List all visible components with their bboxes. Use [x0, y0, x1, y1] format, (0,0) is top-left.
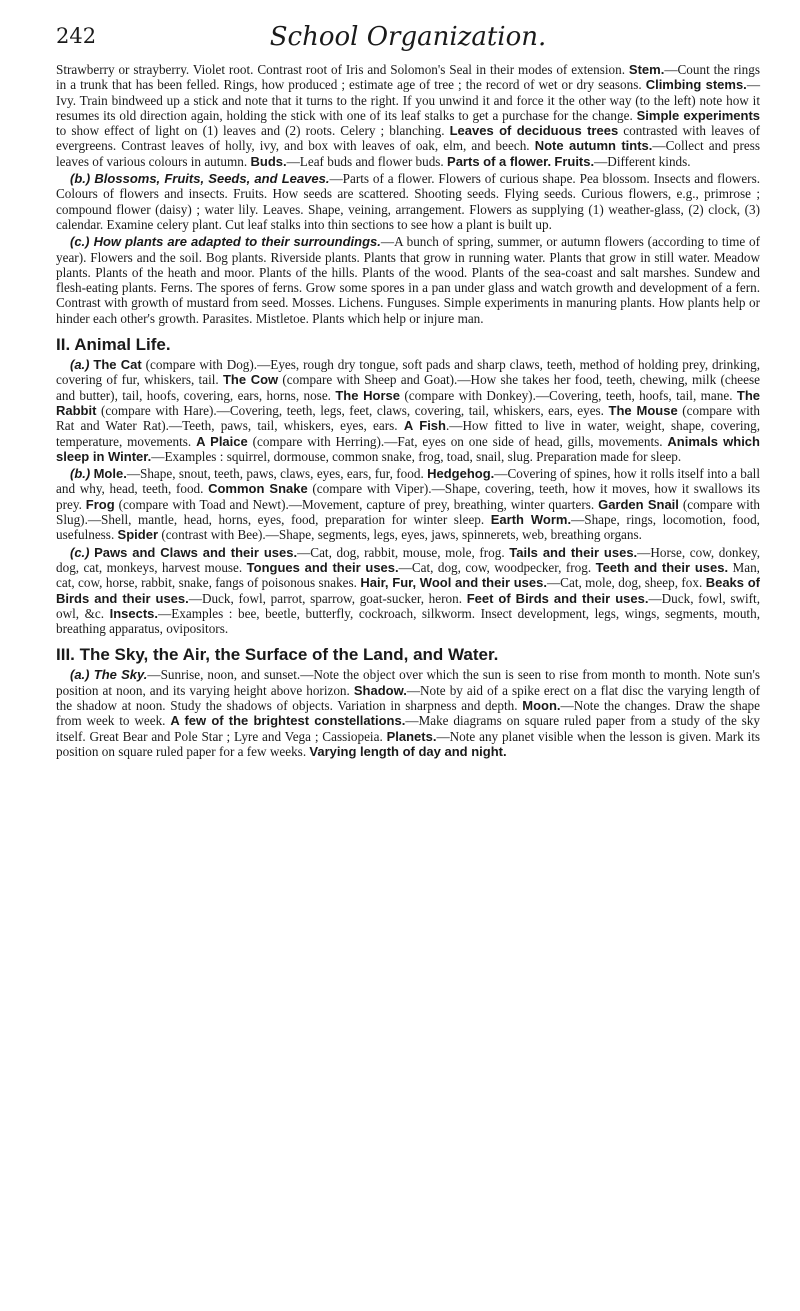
body-text: (compare with Dog).—Eyes, rough dry tongue, soft pads and sharp claws, teeth, method of holding prey, drinking, covering of fur, whiskers, tail. — [56, 357, 761, 388]
bold-term: Common Snake — [208, 481, 308, 497]
body-text: —Sunrise, noon, and sunset.—Note the object over which the sun is seen to rise from month to month. Note sun's position at noon, and its varying height above horizon. — [56, 667, 760, 698]
paragraph-plant-surroundings — [56, 234, 760, 326]
body-text: —Note the changes. Draw the shape from week to week. — [56, 697, 760, 729]
section-heading-animal-life: II. Animal Life. — [56, 335, 171, 355]
bold-term: A few of the brightest constellations. — [170, 713, 406, 729]
body-text: —Make diagrams on square ruled paper from a study of the sky itself. Great Bear and Pole Star ; Lyre and Vega ; Cassiopeia. — [56, 713, 760, 744]
body-text: (compare with Toad and Newt).—Movement, capture of prey, breathing, winter quarters. — [114, 496, 599, 512]
bold-term: Hedgehog. — [427, 466, 495, 482]
bold-term: The Rabbit — [56, 387, 761, 418]
body-text: —Leaf buds and flower buds. — [286, 153, 448, 169]
bold-term: Feet of Birds and their uses. — [466, 590, 649, 606]
subsection-label: (a.) The Sky. — [70, 667, 148, 683]
body-text: —Note any planet visible when the lesson is given. Mark its position on square ruled paper for a few weeks. — [56, 728, 760, 759]
bold-term: Planets. — [386, 728, 437, 744]
body-text: —Collect and press leaves of various colours in autumn. — [56, 138, 761, 169]
body-text: —Ivy. Train bindweed up a stick and note that it turns to the right. If you unwind it and force it the other way (to the left) note how it resumes its old direction again, holding the stick with one of its leaf stalks to get a purchase for the change. — [56, 77, 760, 123]
body-text: —A bunch of spring, summer, or autumn flowers (according to time of year). Flowers and the soil. Bog plants. Riverside plants. Plants that grow in running water. Plants that grow in still water. Meadow plants. Plants of the heath and moor. Plants of the hills. Plants of the wood. Plants of the sea-coast and salt marshes. Sundew and flesh-eating plants. Ferns. The spores of ferns. Grow some spores in a pan under glass and watch growth and development of a fern. Contrast with growth of mustard from seed. Mosses. Lichens. Funguses. Simple experiments in manuring plants. How plants help or hinder each other's growth. Parasites. Mistletoe. Plants which help or injure man. — [56, 234, 760, 326]
body-text: to show effect of light on (1) leaves and (2) roots. Celery ; blanching. — [56, 123, 450, 139]
bold-term: Varying length of day and night. — [309, 743, 507, 759]
body-text: (compare with Herring).—Fat, eyes on one side of head, gills, movements. — [247, 433, 668, 449]
body-text: —Parts of a flower. Flowers of curious shape. Pea blossom. Insects and flowers. Colours of flowers and insects. Fruits. How seeds are scattered. Shooting seeds. Flying seeds. Curious flowers, e.g., primrose ; compound flower (daisy) ; water lily. Leaves. Shape, veining, arrangement. Flowers as supplying (1) weather-glass, (2) clock, (3) calendar. Examine celery plant. Cut leaf stalks into thin sections to see how a plant is built up. — [56, 171, 760, 232]
bold-term: Tongues and their uses. — [246, 559, 399, 575]
section-heading-sky-air-land-water: III. The Sky, the Air, the Surface of the Land, and Water. — [56, 645, 499, 665]
bold-term: Garden Snail — [598, 496, 679, 512]
bold-term: Frog — [85, 496, 115, 512]
bold-term: Spider — [117, 527, 159, 543]
subsection-label: (b.) Blossoms, Fruits, Seeds, and Leaves. — [70, 171, 330, 187]
bold-term: Note autumn tints. — [534, 138, 653, 154]
bold-term: Beaks of Birds and their uses. — [56, 575, 760, 606]
body-text: Strawberry or strayberry. Violet root. Contrast root of Iris and Solomon's Seal in their modes of extension. — [56, 62, 629, 77]
bold-term: Paws and Claws and their uses. — [94, 544, 298, 560]
paragraph-animals-a — [56, 357, 760, 464]
body-text: —Duck, fowl, parrot, sparrow, goat-sucker, heron. — [188, 590, 467, 606]
bold-term: Mole. — [93, 466, 127, 482]
body-text: —Different kinds. — [594, 153, 691, 169]
paragraph-the-sky — [56, 667, 760, 759]
body-text: —Cat, dog, cow, woodpecker, frog. — [398, 559, 596, 575]
body-text: (compare with Rat and Water Rat).—Teeth, paws, tail, whiskers, eyes, ears. — [56, 402, 761, 434]
subsection-label: (a.) — [70, 357, 90, 373]
bold-term: Insects. — [109, 605, 159, 621]
paragraph-blossoms-fruits — [56, 171, 760, 232]
running-title: School Organization. — [269, 22, 547, 52]
body-text: (compare with Slug).—Shell, mantle, head, horns, eyes, food, preparation for winter sleep. — [56, 496, 760, 528]
bold-term: The Horse — [335, 387, 401, 403]
body-text: —Duck, fowl, swift, owl, &c. — [56, 590, 760, 621]
bold-term: The Cow — [222, 372, 279, 388]
page-number: 242 — [56, 24, 97, 48]
body-text: (contrast with Bee).—Shape, segments, legs, eyes, jaws, spinnerets, web, breathing organs. — [158, 527, 642, 543]
paragraph-animals-c — [56, 545, 760, 637]
body-text: —Cat, mole, dog, sheep, fox. — [546, 575, 706, 591]
body-text: (compare with Hare).—Covering, teeth, legs, feet, claws, covering, tail, whiskers, ears, eyes. — [96, 402, 609, 418]
body-text: —Examples : bee, beetle, butterfly, cockroach, silkworm. Insect development, legs, wings, segments, mouth, breathing apparatus, ovipositors. — [56, 605, 760, 637]
bold-term: Hair, Fur, Wool and their uses. — [360, 575, 547, 591]
body-text: —Cat, dog, rabbit, mouse, mole, frog. — [297, 544, 510, 560]
bold-term: Stem. — [628, 62, 665, 77]
bold-term: A Fish — [403, 418, 446, 434]
body-text: contrasted with leaves of evergreens. Contrast leaves of holly, ivy, and box with leaves of oak, elm, and beech. — [56, 123, 761, 154]
body-text: (compare with Donkey).—Covering, teeth, hoofs, tail, mane. — [400, 387, 737, 403]
bold-term: The Cat — [93, 357, 142, 373]
paragraph-animals-b — [56, 466, 760, 542]
bold-term: Fruits. — [554, 153, 595, 169]
running-head — [56, 10, 760, 62]
body-text: —Horse, cow, donkey, dog, cat, monkeys, harvest mouse. — [56, 544, 761, 575]
bold-term: The Mouse — [608, 402, 678, 418]
bold-term: Simple experiments — [636, 107, 761, 123]
bold-term: Teeth and their uses. — [595, 559, 729, 575]
body-text: —Shape, snout, teeth, paws, claws, eyes, ears, fur, food. — [126, 466, 428, 482]
body-text: .—How fitted to live in water, weight, shape, covering, temperature, movements. — [56, 418, 760, 449]
bold-term: Earth Worm. — [490, 512, 572, 528]
body-text: —Note by aid of a spike erect on a flat disc the varying length of the shadow at noon. Study the shadows of objects. Variation in sharpness and depth. — [56, 682, 760, 713]
subsection-label: (c.) How plants are adapted to their surroundings. — [70, 234, 381, 250]
body-text: —Count the rings in a trunk that has been felled. Rings, how produced ; estimate age of tree ; the record of wet or dry seasons. — [56, 62, 760, 93]
body-text: Man, cat, cow, horse, rabbit, snake, fangs of poisonous snakes. — [56, 559, 760, 591]
subsection-label: (c.) — [70, 544, 90, 560]
bold-term: Shadow. — [353, 682, 407, 698]
body-text: —Shape, rings, locomotion, food, usefulness. — [56, 512, 760, 543]
bold-term: A Plaice — [196, 433, 248, 449]
bold-term: Buds. — [250, 153, 287, 169]
bold-term: Parts of a flower. — [447, 153, 552, 169]
body-text: (compare with Sheep and Goat).—How she takes her food, teeth, chewing, milk (cheese and butter), tail, hoofs, covering, ears, horns, nose. — [56, 372, 760, 403]
bold-term: Leaves of deciduous trees — [449, 123, 619, 139]
bold-term: Moon. — [522, 697, 561, 713]
paragraph-stems-and-leaves — [56, 62, 760, 169]
bold-term: Climbing stems. — [645, 77, 747, 93]
body-text: (compare with Viper).—Shape, covering, teeth, how it moves, how it swallows its prey. — [56, 481, 760, 512]
bold-term: Animals which sleep in Winter. — [56, 433, 760, 464]
subsection-label: (b.) — [70, 466, 91, 482]
bold-term: Tails and their uses. — [509, 544, 638, 560]
body-text: —Covering of spines, how it rolls itself into a ball and why, head, teeth, food. — [56, 466, 761, 497]
body-text: —Examples : squirrel, dormouse, common snake, frog, toad, snail, slug. Preparation made for sleep. — [151, 448, 682, 464]
